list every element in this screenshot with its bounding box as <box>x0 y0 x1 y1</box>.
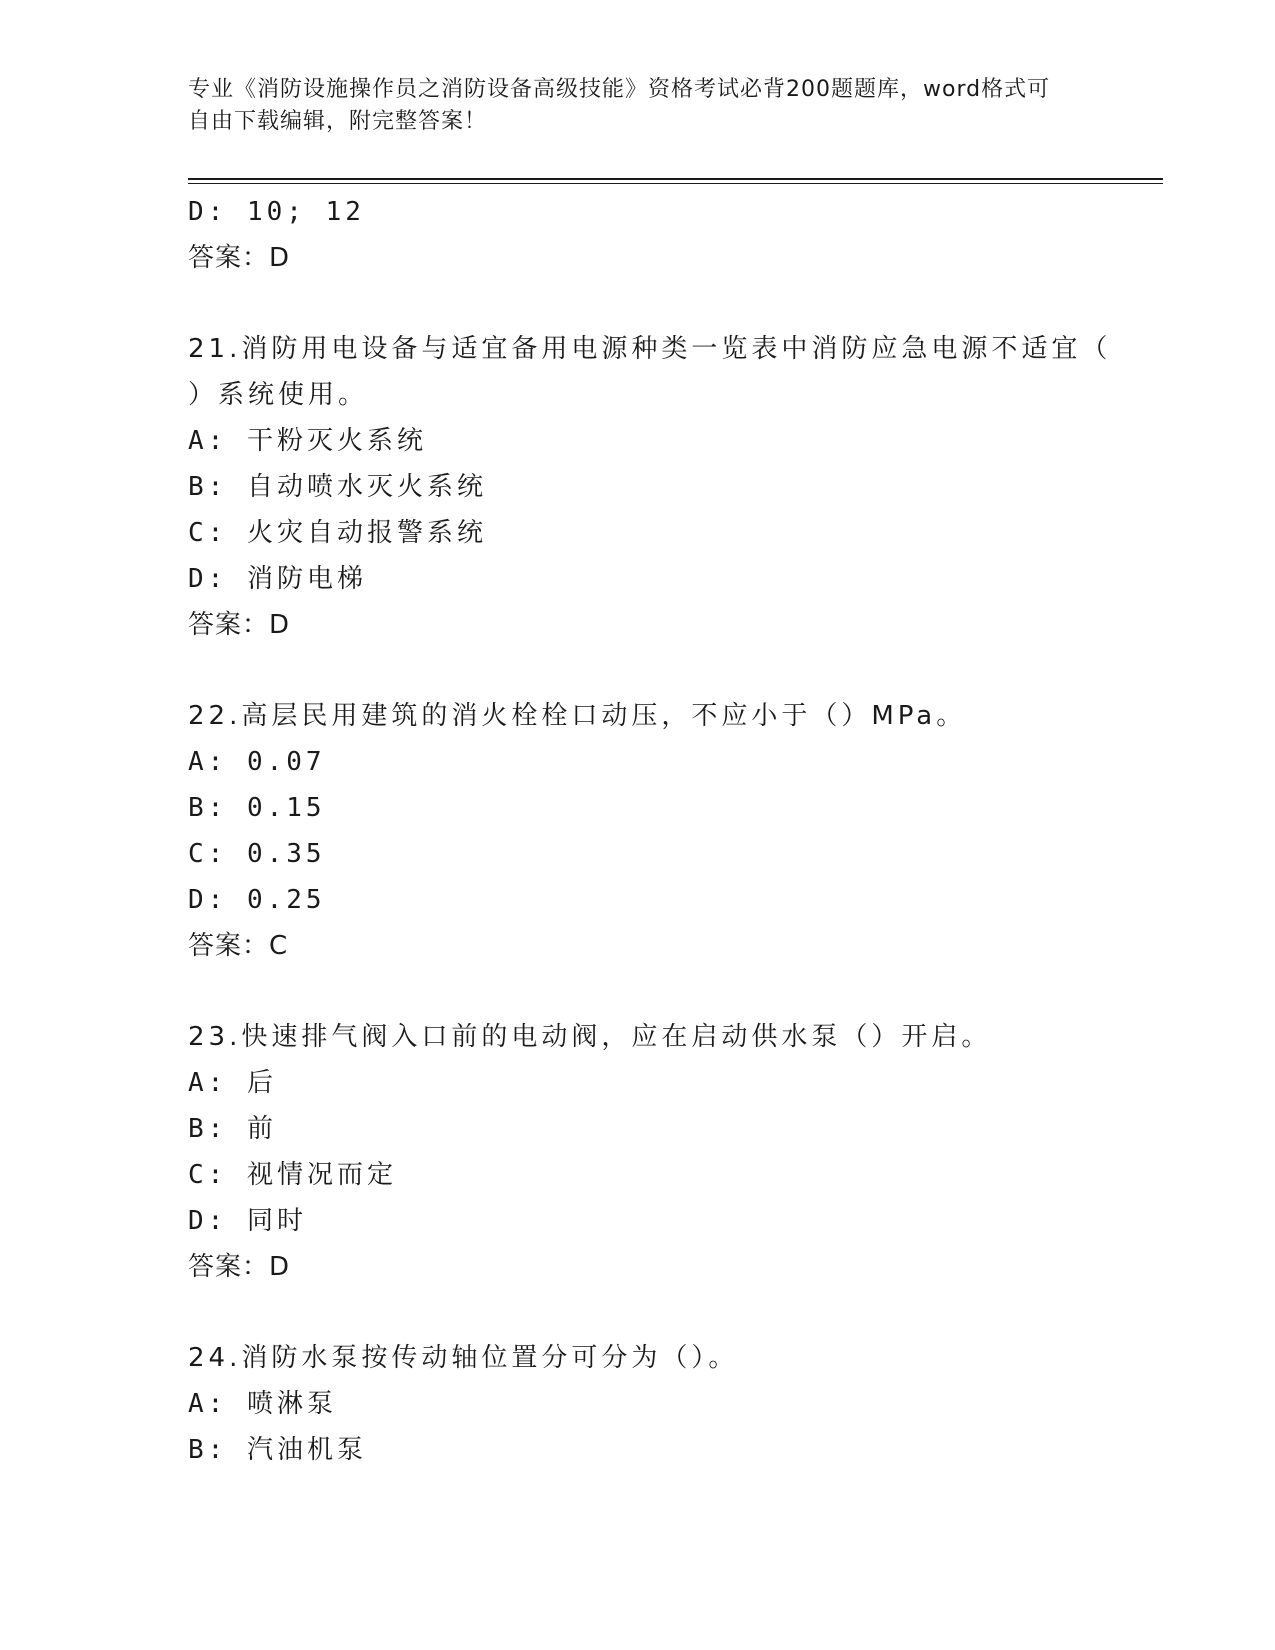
question-list <box>188 189 1112 1473</box>
answer: 答案：D <box>188 1252 291 1282</box>
option-d: D: 同时 <box>188 1206 307 1236</box>
question-text: 21.消防用电设备与适宜备用电源种类一览表中消防应急电源不适宜（ <box>188 334 1112 364</box>
document-header: 专业《消防设施操作员之消防设备高级技能》资格考试必背200题题库，word格式可自由下载编辑，附完整答案！ <box>188 77 1051 134</box>
question-23 <box>188 1014 1088 1290</box>
option-a: A: 后 <box>188 1068 277 1098</box>
question-24 <box>188 1335 1088 1473</box>
option-c: C: 0.35 <box>188 839 326 869</box>
question-text: 24.消防水泵按传动轴位置分可分为（）。 <box>188 1343 739 1373</box>
option-c: C: 火灾自动报警系统 <box>188 518 487 548</box>
option-d: D: 10; 12 <box>188 197 365 227</box>
option-d: D: 消防电梯 <box>188 564 367 594</box>
option-b: B: 前 <box>188 1114 277 1144</box>
option-a: A: 干粉灭火系统 <box>188 426 427 456</box>
option-a: A: 喷淋泵 <box>188 1389 337 1419</box>
option-b: B: 0.15 <box>188 793 326 823</box>
question-22 <box>188 693 1088 969</box>
option-d: D: 0.25 <box>188 885 326 915</box>
question-text: 22.高层民用建筑的消火栓栓口动压，不应小于（）MPa。 <box>188 701 967 731</box>
question-text-continued: ）系统使用。 <box>188 380 369 410</box>
option-a: A: 0.07 <box>188 747 326 777</box>
header-divider-thin <box>188 183 1163 184</box>
option-c: C: 视情况而定 <box>188 1160 397 1190</box>
option-b: B: 汽油机泵 <box>188 1435 367 1465</box>
answer: 答案：C <box>188 931 289 961</box>
header-divider-thick <box>188 178 1163 180</box>
answer: 答案：D <box>188 243 291 273</box>
answer: 答案：D <box>188 610 291 640</box>
question-text: 23.快速排气阀入口前的电动阀，应在启动供水泵（）开启。 <box>188 1022 992 1052</box>
question-21 <box>188 326 1112 648</box>
option-b: B: 自动喷水灭火系统 <box>188 472 487 502</box>
